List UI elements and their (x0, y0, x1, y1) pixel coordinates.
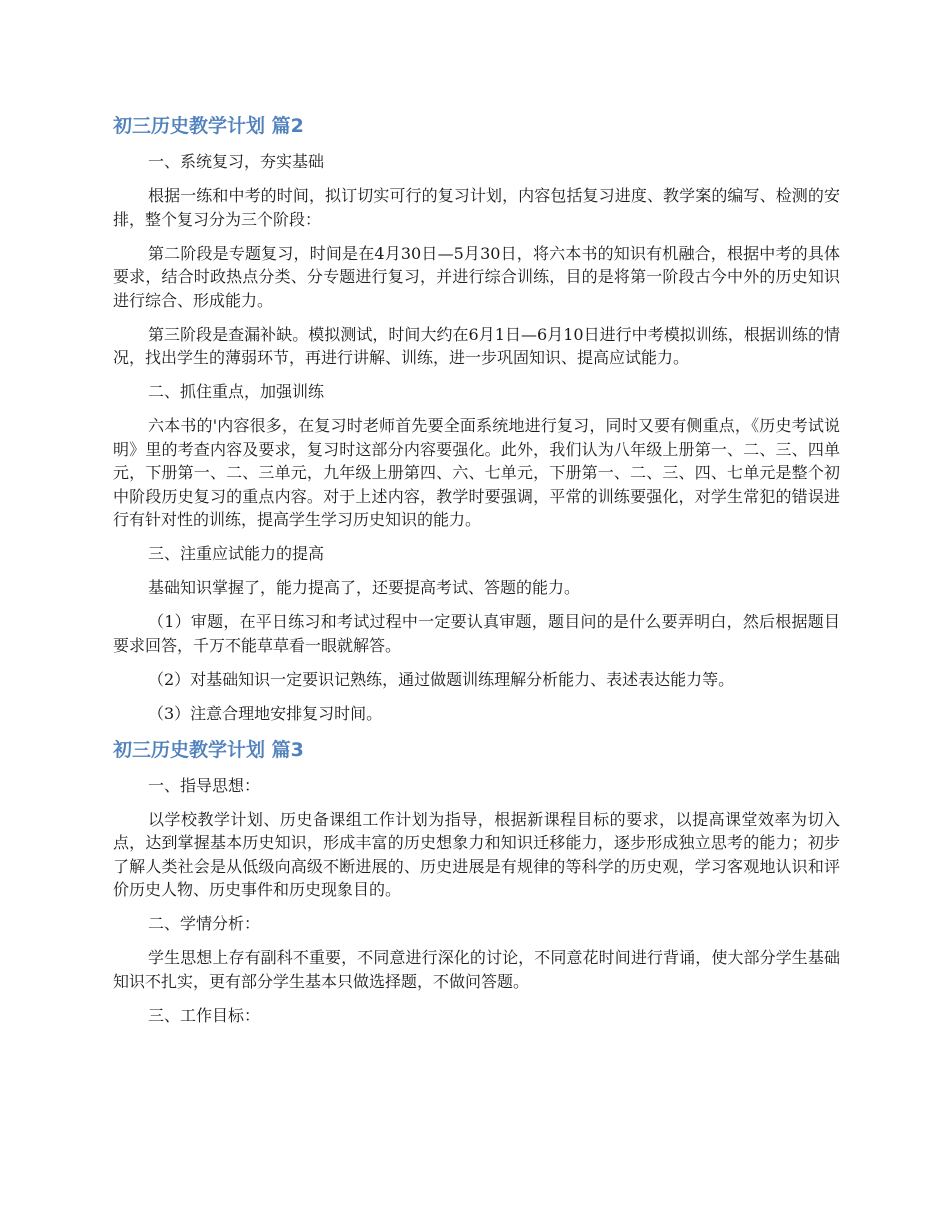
section-2-heading-review: 一、系统复习，夯实基础 (148, 152, 325, 171)
section-3-paragraph: 以学校教学计划、历史备课组工作计划为指导，根据新课程目标的要求，以提高课堂效率为切入点，达到掌握基本历史知识，形成丰富的历史想象力和知识迁移能力，逐步形成独立思考的能力；初步了解人类社会是从低级向高级不断进展的、历史进展是有规律的等科学的历史观，学习客观地认识和评价历史人物、历史事件和历史现象目的。 (113, 809, 840, 899)
section-2-paragraph: 基础知识掌握了，能力提高了，还要提高考试、答题的能力。 (148, 578, 581, 597)
section-3-heading-goals: 三、工作目标： (148, 1005, 261, 1025)
section-2-title: 初三历史教学计划 篇2 (113, 115, 304, 137)
section-2-list-item: （1）审题，在平日练习和考试过程中一定要认真审题，题目问的是什么要弄明白，然后根据题目要求回答，千万不能草草看一眼就解答。 (113, 612, 840, 655)
section-2-paragraph: 第二阶段是专题复习，时间是在4月30日—5月30日，将六本书的知识有机融合，根据中考的具体要求，结合时政热点分类、分专题进行复习，并进行综合训练，目的是将第一阶段古今中外的历史知识进行综合、形成能力。 (113, 243, 840, 310)
document-body (113, 112, 840, 1038)
section-2-paragraph: 六本书的'内容很多，在复习时老师首先要全面系统地进行复习，同时又要有侧重点，《历史考试说明》里的考查内容及要求，复习时这部分内容要强化。此外，我们认为八年级上册第一、二、三、四单元，下册第一、二、三单元，九年级上册第四、六、七单元，下册第一、二、三、四、七单元是整个初中阶段历史复习的重点内容。对于上述内容，教学时要强调，平常的训练要强化，对学生常犯的错误进行有针对性的训练，提高学生学习历史知识的能力。 (113, 416, 840, 529)
section-2-paragraph: 根据一练和中考的时间，拟订切实可行的复习计划，内容包括复习进度、教学案的编写、检测的安排，整个复习分为三个阶段： (113, 186, 840, 229)
section-3-heading-student-analysis: 二、学情分析： (148, 914, 261, 933)
section-2-list-item: （2）对基础知识一定要识记熟练，通过做题训练理解分析能力、表述表达能力等。 (148, 669, 735, 689)
section-3-heading-guideline: 一、指导思想： (148, 775, 261, 795)
section-3-title: 初三历史教学计划 篇3 (113, 738, 304, 761)
section-2-heading-exam-ability: 三、注重应试能力的提高 (148, 544, 325, 563)
section-2-heading-focus: 二、抓住重点，加强训练 (148, 382, 325, 401)
section-3-paragraph: 学生思想上存有副科不重要，不同意进行深化的讨论，不同意花时间进行背诵，使大部分学生基础知识不扎实，更有部分学生基本只做选择题，不做问答题。 (113, 948, 840, 991)
section-2-list-item: （3）注意合理地安排复习时间。 (148, 703, 383, 723)
section-2-paragraph: 第三阶段是查漏补缺。模拟测试，时间大约在6月1日—6月10日进行中考模拟训练，根据训练的情况，找出学生的薄弱环节，再进行讲解、训练，进一步巩固知识、提高应试能力。 (113, 324, 840, 367)
